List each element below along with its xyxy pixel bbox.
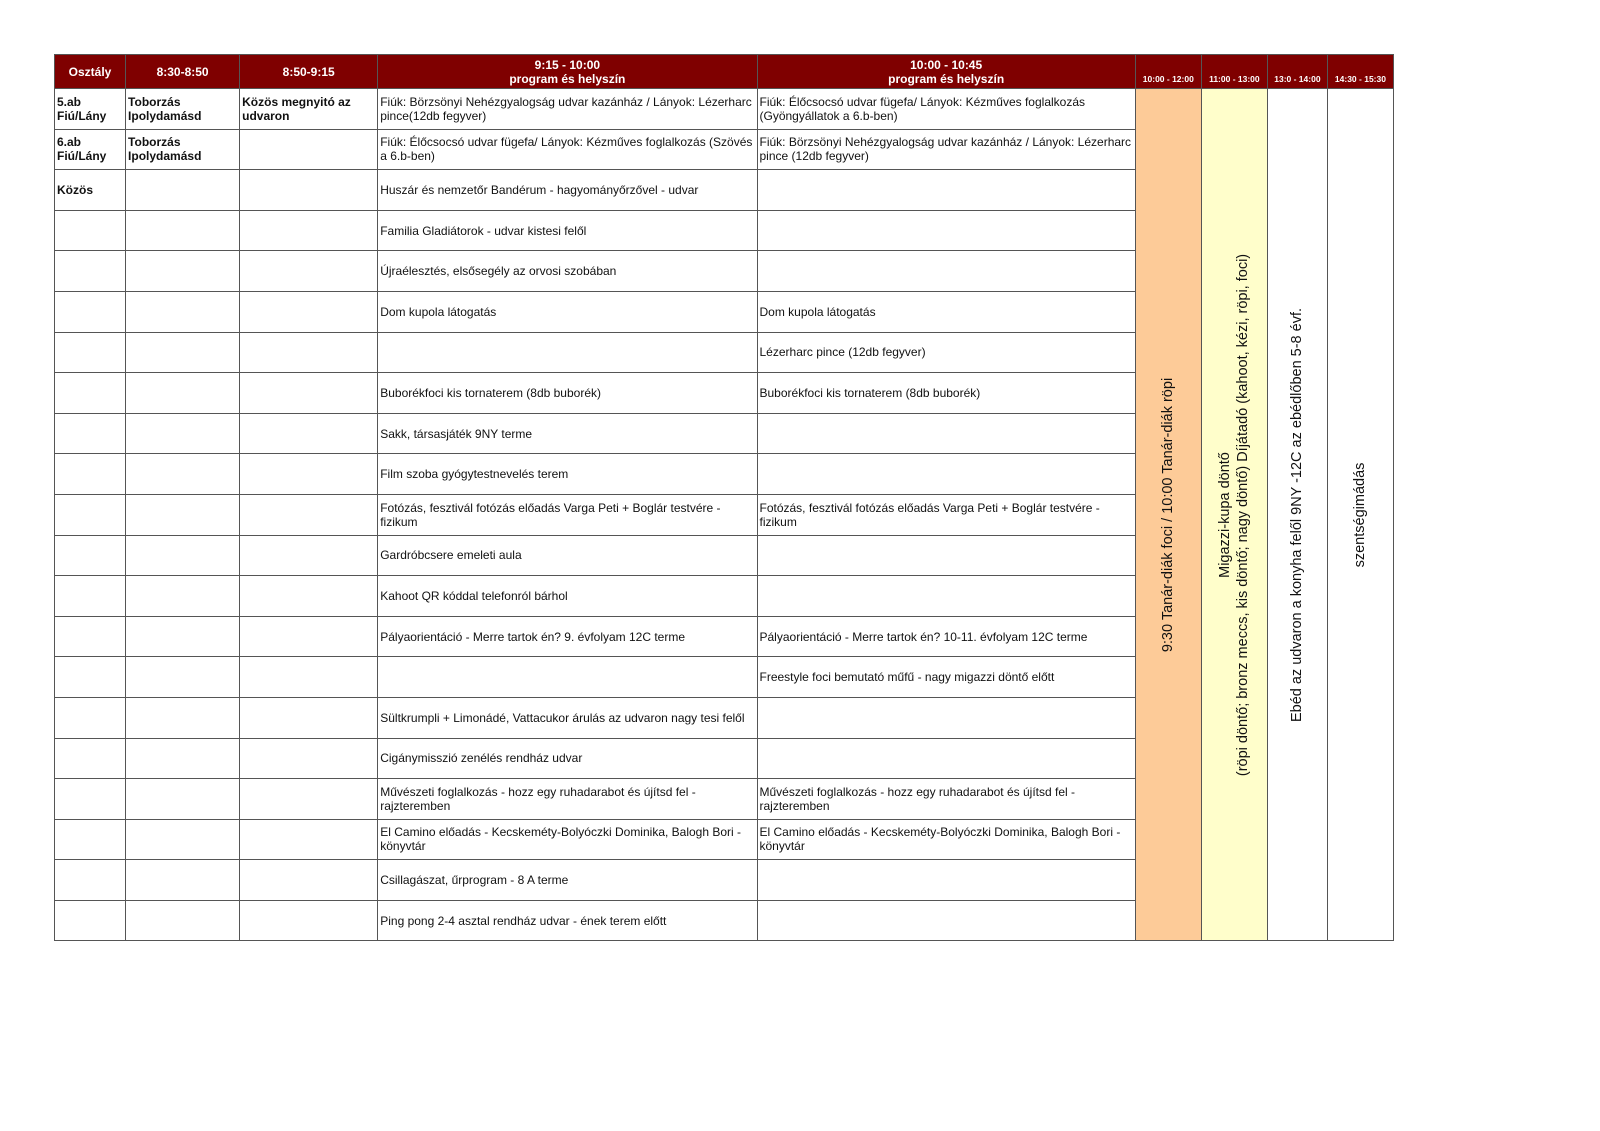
cell-program-915: Gardróbcsere emeleti aula (378, 535, 757, 576)
cell-850-915 (240, 129, 378, 170)
cell-program-1000: Freestyle foci bemutató műfű - nagy migazzi döntő előtt (757, 657, 1135, 698)
cell-830-850 (126, 210, 240, 251)
cell-osztaly (55, 697, 126, 738)
cell-program-1000 (757, 900, 1135, 941)
cell-osztaly (55, 860, 126, 901)
cell-program-915: Dom kupola látogatás (378, 291, 757, 332)
cell-830-850 (126, 413, 240, 454)
cell-program-1000 (757, 454, 1135, 495)
cell-850-915 (240, 819, 378, 860)
cell-program-915 (378, 332, 757, 373)
cell-program-915: Huszár és nemzetőr Bandérum - hagyományőrzővel - udvar (378, 170, 757, 211)
cell-osztaly (55, 210, 126, 251)
header-osztaly: Osztály (55, 55, 126, 89)
cell-program-915: Sakk, társasjáték 9NY terme (378, 413, 757, 454)
cell-program-915: Fiúk: Börzsönyi Nehézgyalogság udvar kazánház / Lányok: Lézerharc pince(12db fegyver) (378, 89, 757, 130)
cell-program-1000: Buborékfoci kis tornaterem (8db buborék) (757, 373, 1135, 414)
cell-830-850 (126, 291, 240, 332)
cell-osztaly (55, 373, 126, 414)
cell-program-915: Sültkrumpli + Limonádé, Vattacukor árulás az udvaron nagy tesi felől (378, 697, 757, 738)
cell-program-915 (378, 657, 757, 698)
cell-program-915: Familia Gladiátorok - udvar kistesi felől (378, 210, 757, 251)
cell-osztaly: Közös (55, 170, 126, 211)
cell-osztaly (55, 251, 126, 292)
vertical-migazzi-kupa-line: Migazzi-kupa döntő (1217, 451, 1234, 578)
cell-830-850 (126, 494, 240, 535)
vertical-ebed-line: Ebéd az udvaron a konyha felől 9NY -12C az ebédlőben 5-8 évf. (1289, 307, 1306, 722)
header-1000-1045 (757, 55, 1135, 89)
header-1000-subtitle: program és helyszín (888, 71, 1005, 86)
vertical-tanar-diak-foci-text (1159, 378, 1177, 652)
header-1000-time: 10:00 - 10:45 (910, 57, 983, 72)
cell-program-915: Csillagászat, űrprogram - 8 A terme (378, 860, 757, 901)
cell-program-1000: Fiúk: Élőcsocsó udvar fügefa/ Lányok: Kézműves foglalkozás (Gyöngyállatok a 6.b-ben) (757, 89, 1135, 130)
header-1430-1530: 14:30 - 15:30 (1327, 55, 1393, 89)
cell-850-915 (240, 657, 378, 698)
cell-osztaly: 6.ab Fiú/Lány (55, 129, 126, 170)
header-row (55, 55, 1394, 89)
cell-850-915 (240, 170, 378, 211)
cell-850-915 (240, 251, 378, 292)
cell-osztaly (55, 900, 126, 941)
cell-830-850 (126, 251, 240, 292)
cell-830-850 (126, 332, 240, 373)
cell-830-850 (126, 900, 240, 941)
cell-program-915: Újraélesztés, elsősegély az orvosi szobában (378, 251, 757, 292)
cell-osztaly (55, 819, 126, 860)
cell-program-915: Film szoba gyógytestnevelés terem (378, 454, 757, 495)
header-1000-1200: 10:00 - 12:00 (1135, 55, 1201, 89)
cell-osztaly (55, 454, 126, 495)
cell-830-850 (126, 697, 240, 738)
cell-program-1000: Pályaorientáció - Merre tartok én? 10-11. évfolyam 12C terme (757, 616, 1135, 657)
cell-program-1000: Fiúk: Börzsönyi Nehézgyalogság udvar kazánház / Lányok: Lézerharc pince (12db fegyver) (757, 129, 1135, 170)
cell-osztaly (55, 494, 126, 535)
cell-program-915: Ping pong 2-4 asztal rendház udvar - ének terem előtt (378, 900, 757, 941)
cell-program-1000 (757, 535, 1135, 576)
cell-850-915 (240, 697, 378, 738)
cell-850-915 (240, 738, 378, 779)
cell-osztaly (55, 535, 126, 576)
cell-program-1000 (757, 576, 1135, 617)
header-1100-1300: 11:00 - 13:00 (1201, 55, 1267, 89)
header-915-time: 9:15 - 10:00 (534, 57, 601, 72)
cell-osztaly (55, 738, 126, 779)
vertical-ebed (1267, 89, 1327, 941)
cell-830-850 (126, 616, 240, 657)
cell-program-915: El Camino előadás - Kecskeméty-Bolyóczki Dominika, Balogh Bori - könyvtár (378, 819, 757, 860)
cell-osztaly (55, 291, 126, 332)
cell-830-850 (126, 657, 240, 698)
cell-850-915 (240, 332, 378, 373)
cell-850-915 (240, 616, 378, 657)
cell-program-1000 (757, 738, 1135, 779)
header-1300-1400: 13:0 - 14:00 (1267, 55, 1327, 89)
vertical-migazzi-kupa-line: (röpi döntő; bronz meccs, kis döntő; nagy döntő) Díjátadó (kahoot, kézi, röpi, foci) (1235, 253, 1252, 776)
table-row (55, 89, 1394, 130)
cell-850-915 (240, 860, 378, 901)
cell-830-850 (126, 576, 240, 617)
cell-830-850: Toborzás Ipolydamásd (126, 129, 240, 170)
cell-850-915 (240, 373, 378, 414)
cell-830-850 (126, 373, 240, 414)
cell-program-1000: Dom kupola látogatás (757, 291, 1135, 332)
cell-830-850: Toborzás Ipolydamásd (126, 89, 240, 130)
cell-program-915: Kahoot QR kóddal telefonról bárhol (378, 576, 757, 617)
cell-830-850 (126, 860, 240, 901)
cell-program-1000: Lézerharc pince (12db fegyver) (757, 332, 1135, 373)
cell-850-915 (240, 413, 378, 454)
cell-850-915: Közös megnyitó az udvaron (240, 89, 378, 130)
cell-830-850 (126, 819, 240, 860)
cell-program-915: Cigánymisszió zenélés rendház udvar (378, 738, 757, 779)
cell-program-1000 (757, 251, 1135, 292)
cell-850-915 (240, 210, 378, 251)
cell-830-850 (126, 454, 240, 495)
cell-830-850 (126, 738, 240, 779)
cell-osztaly (55, 779, 126, 820)
cell-osztaly (55, 332, 126, 373)
vertical-tanar-diak-foci-line: 9:30 Tanár-diák foci / 10:00 Tanár-diák röpi (1160, 377, 1177, 652)
cell-osztaly: 5.ab Fiú/Lány (55, 89, 126, 130)
cell-850-915 (240, 494, 378, 535)
cell-850-915 (240, 779, 378, 820)
header-915-subtitle: program és helyszín (509, 71, 626, 86)
cell-program-1000 (757, 860, 1135, 901)
header-830-850: 8:30-8:50 (126, 55, 240, 89)
cell-830-850 (126, 535, 240, 576)
cell-osztaly (55, 576, 126, 617)
cell-program-1000 (757, 413, 1135, 454)
cell-830-850 (126, 170, 240, 211)
cell-program-915: Fotózás, fesztivál fotózás előadás Varga Peti + Boglár testvére - fizikum (378, 494, 757, 535)
cell-program-915: Buborékfoci kis tornaterem (8db buborék) (378, 373, 757, 414)
vertical-szentsegimadas-text (1351, 462, 1369, 567)
cell-program-915: Fiúk: Élőcsocsó udvar fügefa/ Lányok: Kézműves foglalkozás (Szövés a 6.b-ben) (378, 129, 757, 170)
table-header (55, 55, 1394, 89)
cell-program-915: Pályaorientáció - Merre tartok én? 9. évfolyam 12C terme (378, 616, 757, 657)
cell-850-915 (240, 535, 378, 576)
vertical-ebed-text (1288, 308, 1306, 722)
vertical-szentsegimadas (1327, 89, 1393, 941)
cell-program-1000 (757, 170, 1135, 211)
vertical-tanar-diak-foci (1135, 89, 1201, 941)
vertical-migazzi-kupa-text (1216, 254, 1252, 776)
cell-850-915 (240, 576, 378, 617)
cell-program-1000: Művészeti foglalkozás - hozz egy ruhadarabot és újítsd fel - rajzteremben (757, 779, 1135, 820)
cell-osztaly (55, 657, 126, 698)
cell-osztaly (55, 616, 126, 657)
cell-850-915 (240, 454, 378, 495)
cell-program-915: Művészeti foglalkozás - hozz egy ruhadarabot és újítsd fel - rajzteremben (378, 779, 757, 820)
cell-program-1000 (757, 697, 1135, 738)
schedule-table (54, 54, 1394, 941)
vertical-szentsegimadas-line: szentségimádás (1352, 462, 1369, 568)
cell-program-1000: Fotózás, fesztivál fotózás előadás Varga Peti + Boglár testvére - fizikum (757, 494, 1135, 535)
cell-850-915 (240, 900, 378, 941)
cell-program-1000 (757, 210, 1135, 251)
cell-osztaly (55, 413, 126, 454)
table-body (55, 89, 1394, 941)
vertical-migazzi-kupa (1201, 89, 1267, 941)
cell-program-1000: El Camino előadás - Kecskeméty-Bolyóczki Dominika, Balogh Bori - könyvtár (757, 819, 1135, 860)
header-850-915: 8:50-9:15 (240, 55, 378, 89)
cell-850-915 (240, 291, 378, 332)
cell-830-850 (126, 779, 240, 820)
header-915-1000 (378, 55, 757, 89)
